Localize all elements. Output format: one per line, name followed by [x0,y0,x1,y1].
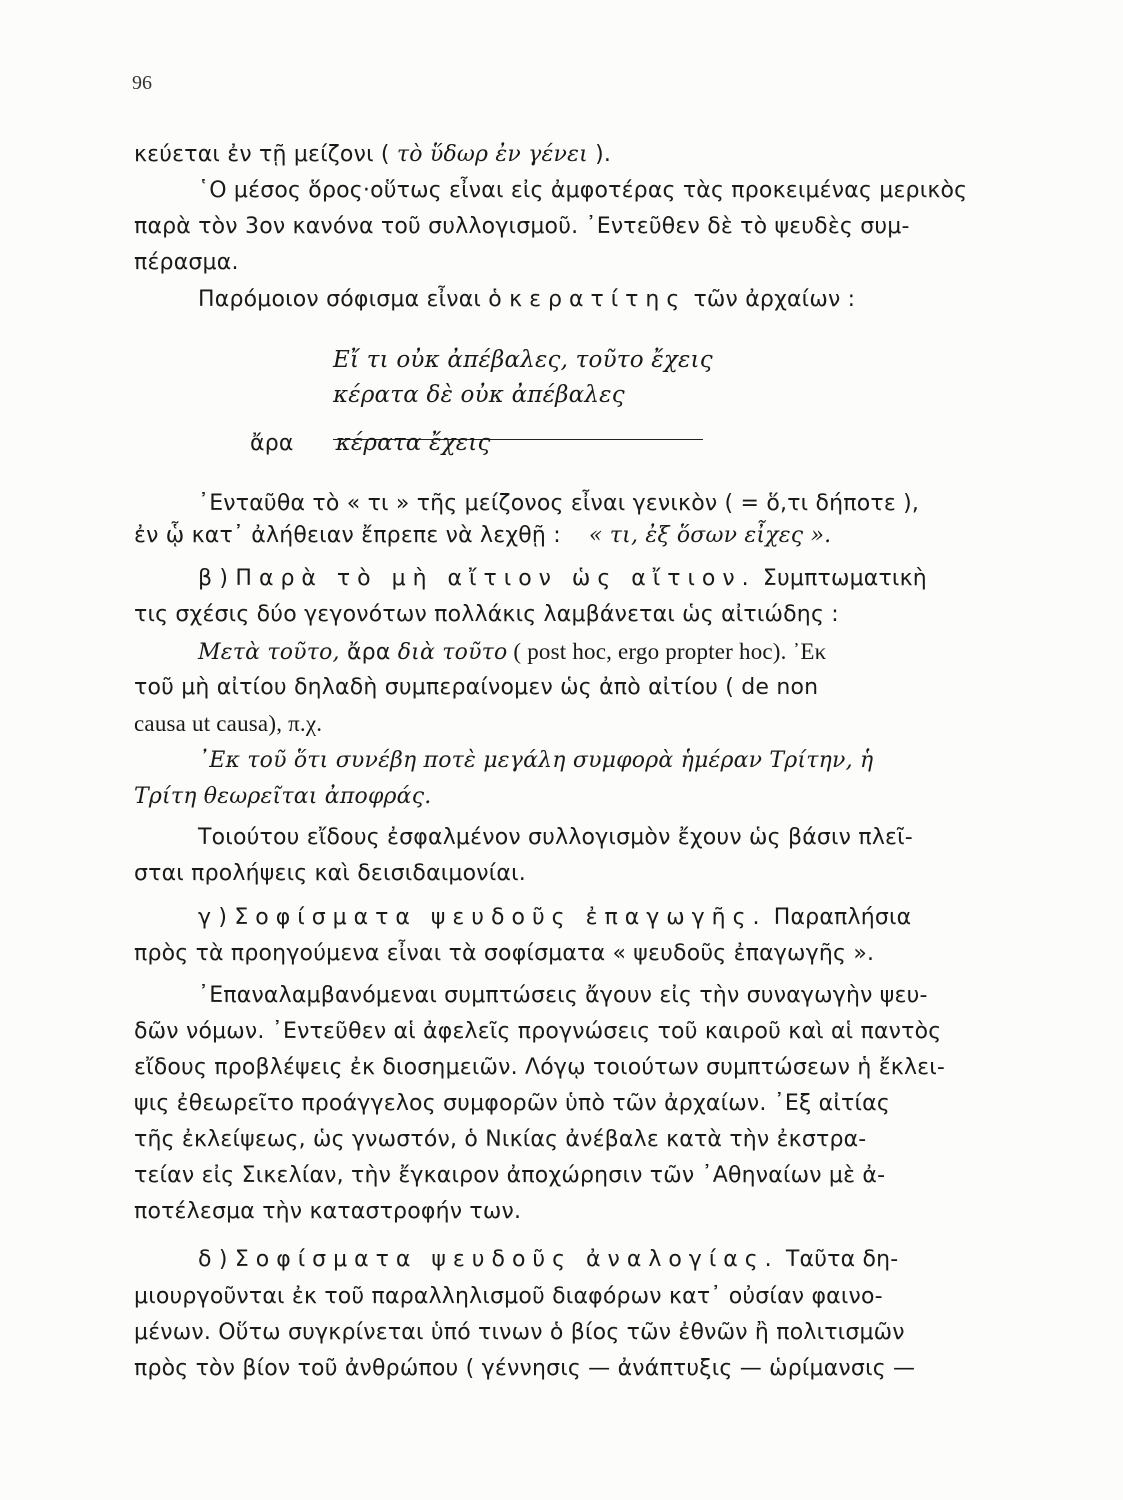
text-line: ῾Ο μέσος ὅρος·οὕτως εἶναι εἰς ἀμφοτέρας τὰς προκειμένας μερικὸς [198,178,968,203]
text-line: ᾿Επαναλαμβανόμεναι συμπτώσεις ἄγουν εἰς τὴν συναγωγὴν ψευ- [198,983,928,1008]
text-line: causa ut causa), π.χ. [134,711,323,736]
text-line: πρὸς τὸν βίον τοῦ ἀνθρώπου ( γέννησις — ἀνάπτυξις — ὡρίμανσις — [134,1356,916,1381]
spaced-term: κερατίτης [509,287,687,312]
text-span: Συμπτωματικὴ [755,566,927,591]
text-span: τῶν ἀρχαίων : [686,287,856,312]
text-span: ἄρα [250,431,294,456]
example-italic: Μετὰ τοῦτο, [198,640,340,665]
text-span: Παρόμοιον σόφισμα εἶναι ὁ [198,287,510,312]
text-line: τις σχέσις δύο γεγονότων πολλάκις λαμβάνεται ὡς αἰτιώδης : [134,602,839,627]
example-italic: τὸ ὕδωρ ἐν γένει [396,142,588,167]
text-span: γ ) [198,905,235,930]
example-italic: « τι, ἐξ ὅσων εἶχες ». [588,523,832,548]
text-line: παρὰ τὸν 3ον κανόνα τοῦ συλλογισμοῦ. ᾿Εντεῦθεν δὲ τὸ ψευδὲς συμ- [134,214,910,239]
spaced-term: Παρὰ τὸ μὴ αἴτιον ὡς αἴτιον. [235,566,756,591]
text-span: Ταῦτα δη- [778,1247,899,1272]
spaced-term: Σοφίσματα ψευδοῦς ἀναλογίας. [234,1247,779,1272]
text-span: ἄρα [339,640,398,665]
text-span: κεύεται ἐν τῇ μείζονι ( [134,142,397,167]
text-line: τείαν εἰς Σικελίαν, τὴν ἔγκαιρον ἀποχώρησιν τῶν ᾿Αθηναίων μὲ ἀ- [134,1163,886,1188]
text-span: β ) [198,566,236,591]
syllogism-premise-major: Εἴ τι οὐκ ἀπέβαλες, τοῦτο ἔχεις [333,347,713,373]
text-line: Τοιούτου εἴδους ἐσφαλμένον συλλογισμὸν ἔχουν ὡς βάσιν πλεῖ- [198,825,913,850]
text-line: μιουργοῦνται ἐκ τοῦ παραλληλισμοῦ διαφόρων κατ᾿ οὐσίαν φαινο- [134,1284,883,1309]
spaced-term: Σοφίσματα ψευδοῦς ἐπαγωγῆς. [234,905,767,930]
text-line [134,140,611,170]
text-line: μένων. Οὕτω συγκρίνεται ὑπό τινων ὁ βίος τῶν ἐθνῶν ἢ πολιτισμῶν [134,1320,905,1345]
text-line [198,285,855,315]
text-line: πέρασμα. [134,250,239,275]
text-span: ). [587,142,612,167]
syllogism-conclusion [250,428,491,459]
text-line: τοῦ μὴ αἰτίου δηλαδὴ συμπεραίνομεν ὡς ἀπὸ αἰτίου ( de non [134,675,819,700]
section-heading-d [198,1245,898,1275]
text-line: τῆς ἐκλείψεως, ὡς γνωστόν, ὁ Νικίας ἀνέβαλε κατὰ τὴν ἐκστρα- [134,1127,867,1152]
text-span: δ ) [198,1247,235,1272]
text-span: Παραπλήσια [766,905,912,930]
text-line: πρὸς τὰ προηγούμενα εἶναι τὰ σοφίσματα « ψευδοῦς ἐπαγωγῆς ». [134,941,875,966]
syllogism-premise-minor: κέρατα δὲ οὐκ ἀπέβαλες [333,382,625,408]
text-line: ποτέλεσμα τὴν καταστροφήν των. [134,1199,522,1224]
page-number: 96 [132,72,152,94]
text-line: ψις ἐθεωρεῖτο προάγγελος συμφορῶν ὑπὸ τῶν ἀρχαίων. ᾿Εξ αἰτίας [134,1091,890,1116]
text-line: δῶν νόμων. ᾿Εντεῦθεν αἱ ἀφελεῖς προγνώσεις τοῦ καιροῦ καὶ αἱ παντὸς [134,1019,942,1044]
section-heading-c [198,903,911,933]
latin-text: ( post hoc, ergo propter hoc). ᾿Εκ [507,639,827,664]
text-span: ἐν ᾧ κατ᾿ ἀλήθειαν ἔπρεπε νὰ λεχθῇ : [134,523,561,548]
example-italic: διὰ τοῦτο [397,640,508,665]
example-line: Τρίτη θεωρεῖται ἀποφράς. [134,784,432,809]
example-italic: κέρατα ἔχεις [335,430,491,456]
text-line [198,637,826,668]
text-line [134,521,831,551]
text-line: ᾿Ενταῦθα τὸ « τι » τῆς μείζονος εἶναι γενικὸν ( = ὅ,τι δήποτε ), [198,491,920,516]
example-line: ᾿Εκ τοῦ ὅτι συνέβη ποτὲ μεγάλη συμφορὰ ἡμέραν Τρίτην, ἡ [198,748,874,773]
text-line: εἴδους προβλέψεις ἐκ διοσημειῶν. Λόγῳ τοιούτων συμπτώσεων ἡ ἔκλει- [134,1055,946,1080]
section-heading-b [198,564,927,594]
text-line: σται προλήψεις καὶ δεισιδαιμονίαι. [134,861,526,886]
